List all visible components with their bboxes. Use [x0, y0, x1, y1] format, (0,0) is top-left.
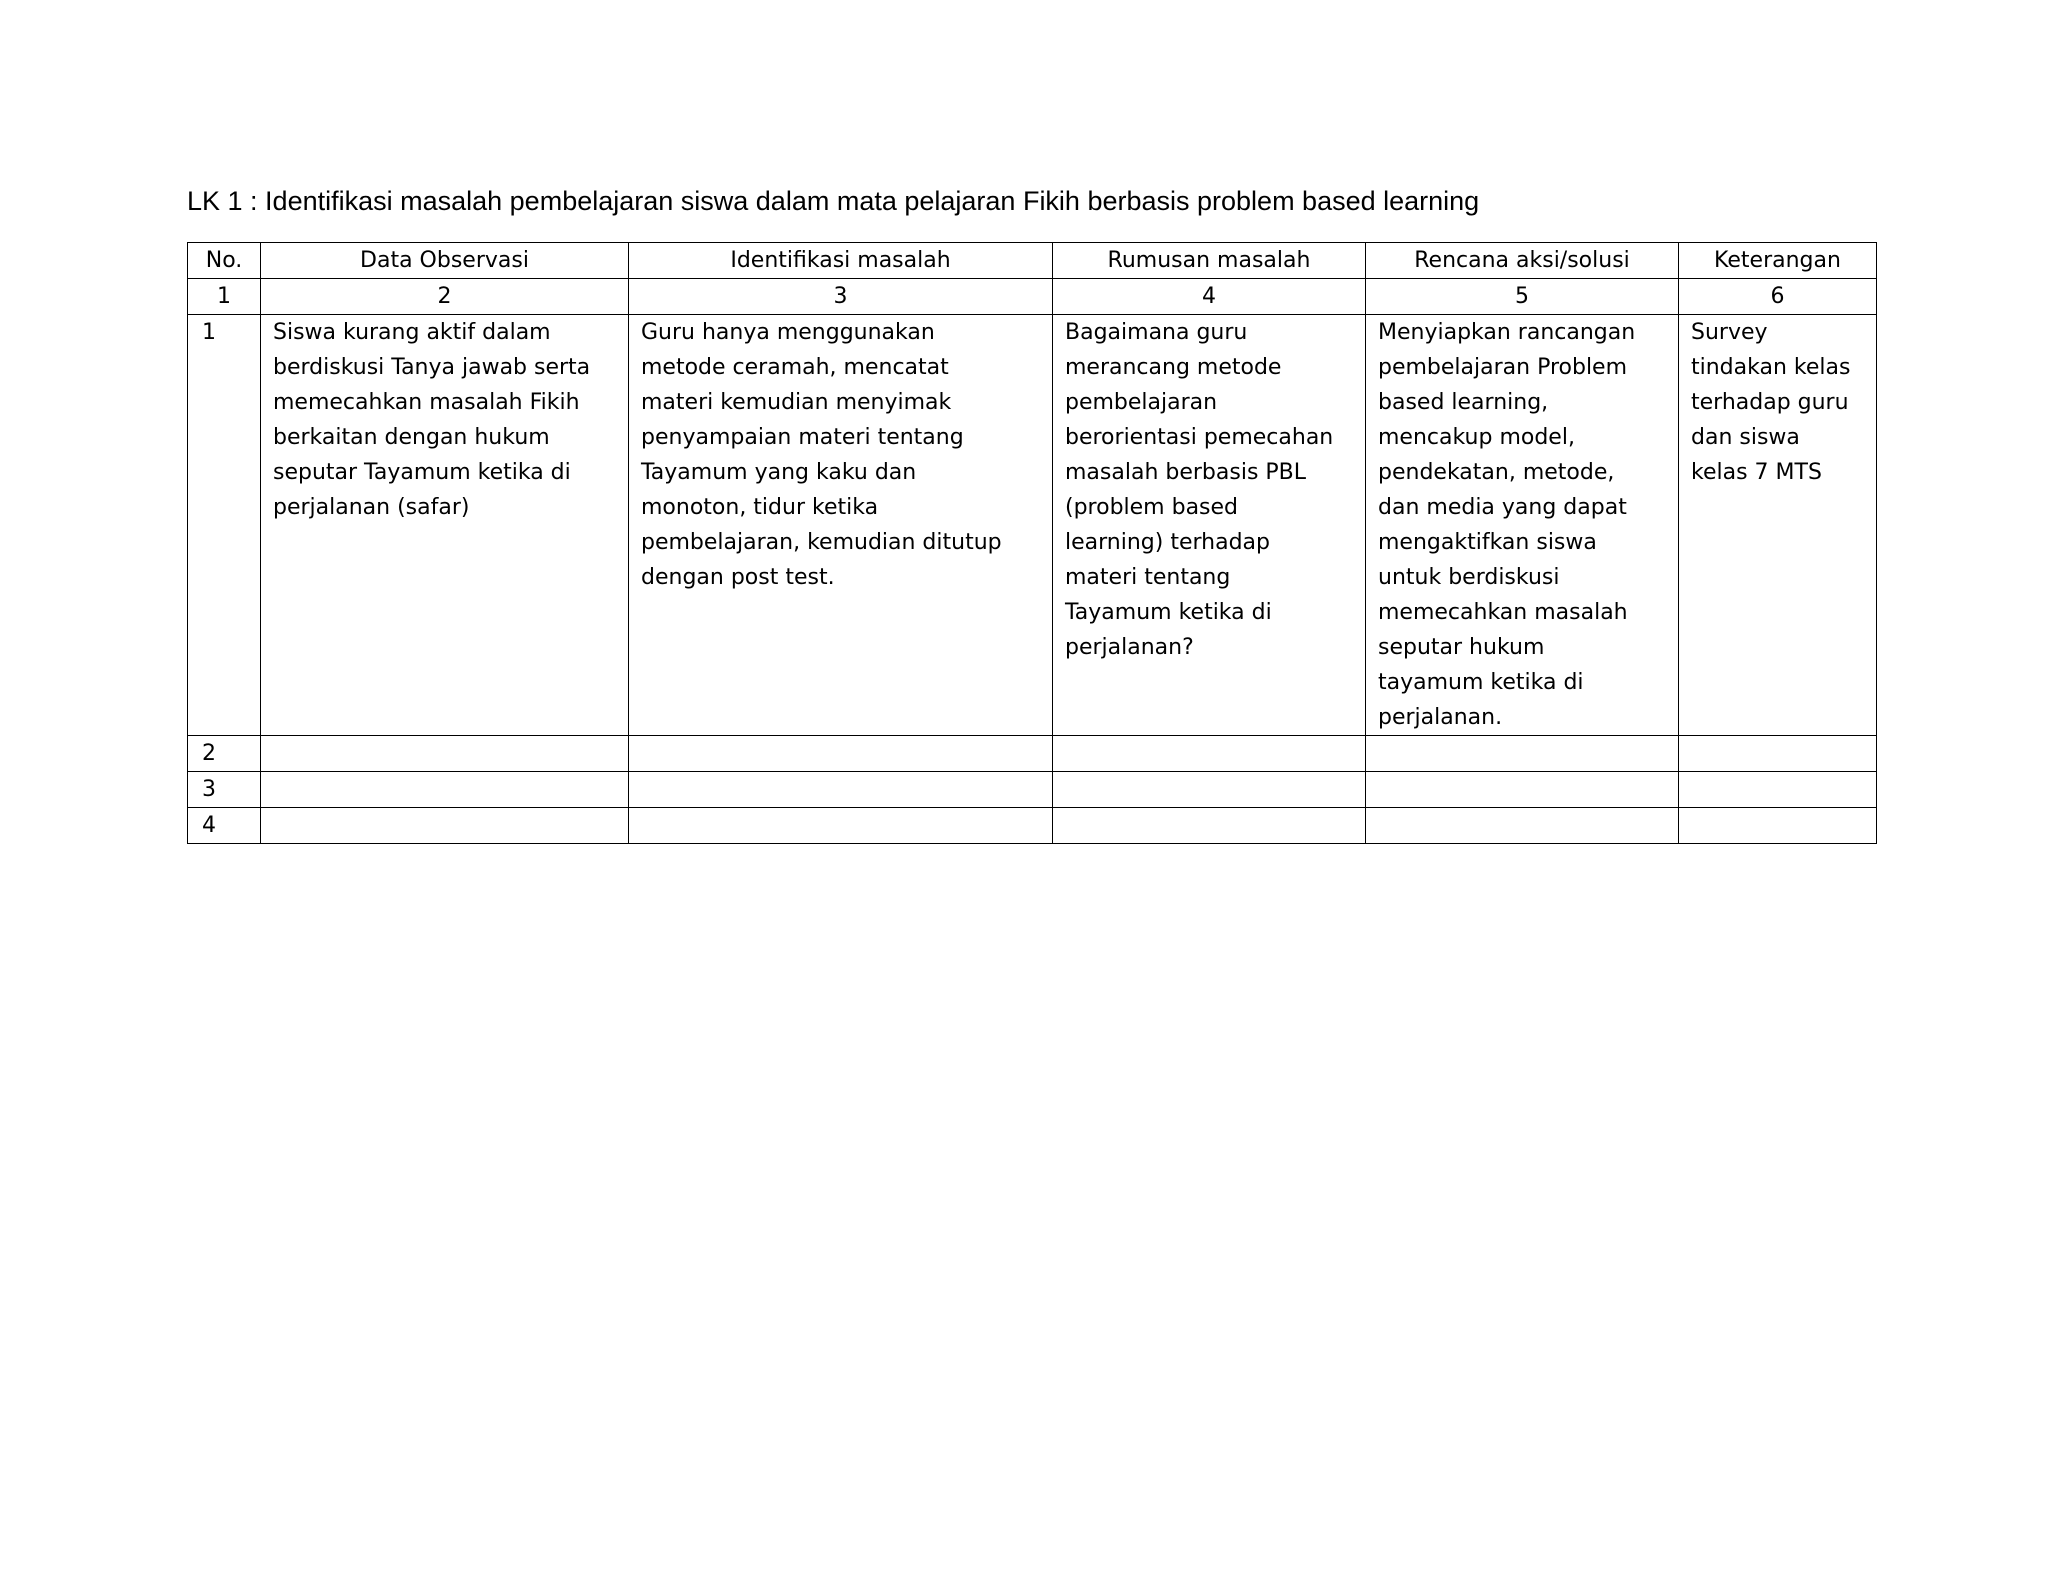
empty-cell: [1053, 808, 1366, 844]
row-number: 2: [188, 736, 261, 772]
empty-cell: [629, 808, 1053, 844]
empty-cell: [1366, 772, 1679, 808]
cell-data-observasi: Siswa kurang aktif dalam berdiskusi Tanya jawab serta memecahkan masalah Fikih berkaitan dengan hukum seputar Tayamum ketika di perjalanan (safar): [261, 315, 629, 736]
header-identifikasi-masalah: Identifikasi masalah: [629, 243, 1053, 279]
column-number: 6: [1679, 279, 1877, 315]
header-rencana-aksi: Rencana aksi/solusi: [1366, 243, 1679, 279]
empty-cell: [1053, 736, 1366, 772]
row-number: 4: [188, 808, 261, 844]
empty-cell: [1679, 772, 1877, 808]
column-number: 5: [1366, 279, 1679, 315]
cell-keterangan: Survey tindakan kelas terhadap guru dan siswa kelas 7 MTS: [1679, 315, 1877, 736]
column-number: 3: [629, 279, 1053, 315]
page-title: LK 1 : Identifikasi masalah pembelajaran siswa dalam mata pelajaran Fikih berbasis problem based learning: [187, 186, 1480, 216]
empty-cell: [261, 772, 629, 808]
column-number: 1: [188, 279, 261, 315]
header-no: No.: [188, 243, 261, 279]
cell-identifikasi-masalah: Guru hanya menggunakan metode ceramah, mencatat materi kemudian menyimak penyampaian materi tentang Tayamum yang kaku dan monoton, tidur ketika pembelajaran, kemudian ditutup dengan post test.: [629, 315, 1053, 736]
empty-cell: [1679, 736, 1877, 772]
row-number: 1: [188, 315, 261, 736]
table-row: [188, 808, 1877, 844]
empty-cell: [1366, 736, 1679, 772]
empty-cell: [629, 736, 1053, 772]
empty-cell: [1366, 808, 1679, 844]
header-keterangan: Keterangan: [1679, 243, 1877, 279]
row-number: 3: [188, 772, 261, 808]
column-number: 4: [1053, 279, 1366, 315]
identification-table: [187, 242, 1877, 844]
cell-rencana-aksi: Menyiapkan rancangan pembelajaran Problem based learning, mencakup model, pendekatan, metode, dan media yang dapat mengaktifkan siswa untuk berdiskusi memecahkan masalah seputar hukum tayamum ketika di perjalanan.: [1366, 315, 1679, 736]
cell-rumusan-masalah: Bagaimana guru merancang metode pembelajaran berorientasi pemecahan masalah berbasis PBL (problem based learning) terhadap materi tentang Tayamum ketika di perjalanan?: [1053, 315, 1366, 736]
empty-cell: [629, 772, 1053, 808]
header-row: [188, 243, 1877, 279]
empty-cell: [1679, 808, 1877, 844]
empty-cell: [1053, 772, 1366, 808]
header-data-observasi: Data Observasi: [261, 243, 629, 279]
column-number-row: [188, 279, 1877, 315]
table-row: [188, 315, 1877, 736]
column-number: 2: [261, 279, 629, 315]
header-rumusan-masalah: Rumusan masalah: [1053, 243, 1366, 279]
table-row: [188, 736, 1877, 772]
empty-cell: [261, 808, 629, 844]
empty-cell: [261, 736, 629, 772]
table-row: [188, 772, 1877, 808]
